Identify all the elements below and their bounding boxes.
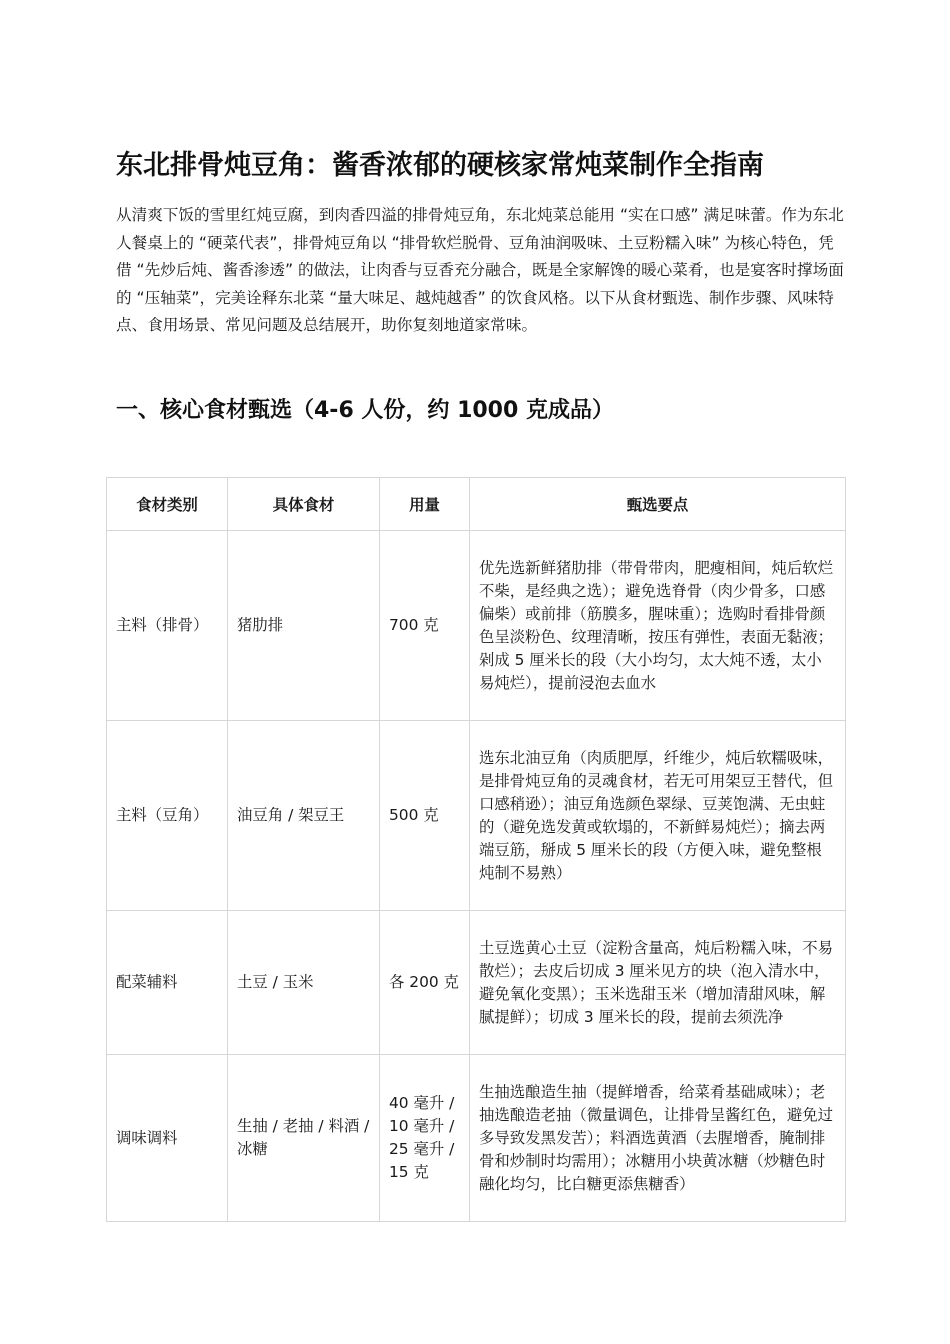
category-cell: 主料（豆角） bbox=[107, 721, 228, 911]
ingredient-cell: 土豆 / 玉米 bbox=[228, 911, 380, 1055]
page-title: 东北排骨炖豆角：酱香浓郁的硬核家常炖菜制作全指南 bbox=[116, 150, 764, 181]
table-row bbox=[107, 911, 846, 1055]
amount-cell: 各 200 克 bbox=[380, 911, 470, 1055]
intro-paragraph: 从清爽下饭的雪里红炖豆腐，到肉香四溢的排骨炖豆角，东北炖菜总能用 “实在口感” 满足味蕾。作为东北人餐桌上的 “硬菜代表”，排骨炖豆角以 “排骨软烂脱骨、豆角油润吸味、土豆粉糯入味” 为核心特色，凭借 “先炒后炖、酱香渗透” 的做法，让肉香与豆香充分融合，既是全家解馋的暖心菜肴，也是宴客时撑场面的 “压轴菜”，完美诠释东北菜 “量大味足、越炖越香” 的饮食风格。以下从食材甄选、制作步骤、风味特点、食用场景、常见问题及总结展开，助你复刻地道家常味。 bbox=[116, 206, 844, 335]
table-header-cell: 甄选要点 bbox=[470, 478, 846, 531]
amount-cell: 700 克 bbox=[380, 531, 470, 721]
table-row bbox=[107, 721, 846, 911]
ingredients-table bbox=[106, 477, 846, 1222]
notes-cell: 土豆选黄心土豆（淀粉含量高，炖后粉糯入味，不易散烂）；去皮后切成 3 厘米见方的块（泡入清水中，避免氧化变黑）；玉米选甜玉米（增加清甜风味，解腻提鲜）；切成 3 厘米长的段，提前去须洗净 bbox=[470, 911, 846, 1055]
table-header-cell: 用量 bbox=[380, 478, 470, 531]
ingredient-cell: 猪肋排 bbox=[228, 531, 380, 721]
ingredient-cell: 生抽 / 老抽 / 料酒 / 冰糖 bbox=[228, 1055, 380, 1222]
table-header-cell: 食材类别 bbox=[107, 478, 228, 531]
table-header-row bbox=[107, 478, 846, 531]
table-row bbox=[107, 531, 846, 721]
notes-cell: 优先选新鲜猪肋排（带骨带肉，肥瘦相间，炖后软烂不柴，是经典之选）；避免选脊骨（肉少骨多，口感偏柴）或前排（筋膜多，腥味重）；选购时看排骨颜色呈淡粉色、纹理清晰，按压有弹性，表面无黏液；剁成 5 厘米长的段（大小均匀，太大炖不透，太小易炖烂），提前浸泡去血水 bbox=[470, 531, 846, 721]
section-heading-ingredients: 一、核心食材甄选（4-6 人份，约 1000 克成品） bbox=[116, 398, 614, 423]
notes-cell: 生抽选酿造生抽（提鲜增香，给菜肴基础咸味）；老抽选酿造老抽（微量调色，让排骨呈酱红色，避免过多导致发黑发苦）；料酒选黄酒（去腥增香，腌制排骨和炒制时均需用）；冰糖用小块黄冰糖（炒糖色时融化均匀，比白糖更添焦糖香） bbox=[470, 1055, 846, 1222]
ingredient-cell: 油豆角 / 架豆王 bbox=[228, 721, 380, 911]
table-header-cell: 具体食材 bbox=[228, 478, 380, 531]
notes-cell: 选东北油豆角（肉质肥厚，纤维少，炖后软糯吸味，是排骨炖豆角的灵魂食材，若无可用架豆王替代，但口感稍逊）；油豆角选颜色翠绿、豆荚饱满、无虫蛀的（避免选发黄或软塌的，不新鲜易炖烂）；摘去两端豆筋，掰成 5 厘米长的段（方便入味，避免整根炖制不易熟） bbox=[470, 721, 846, 911]
amount-cell: 500 克 bbox=[380, 721, 470, 911]
category-cell: 调味调料 bbox=[107, 1055, 228, 1222]
category-cell: 主料（排骨） bbox=[107, 531, 228, 721]
table-row bbox=[107, 1055, 846, 1222]
amount-cell: 40 毫升 / 10 毫升 / 25 毫升 / 15 克 bbox=[380, 1055, 470, 1222]
category-cell: 配菜辅料 bbox=[107, 911, 228, 1055]
